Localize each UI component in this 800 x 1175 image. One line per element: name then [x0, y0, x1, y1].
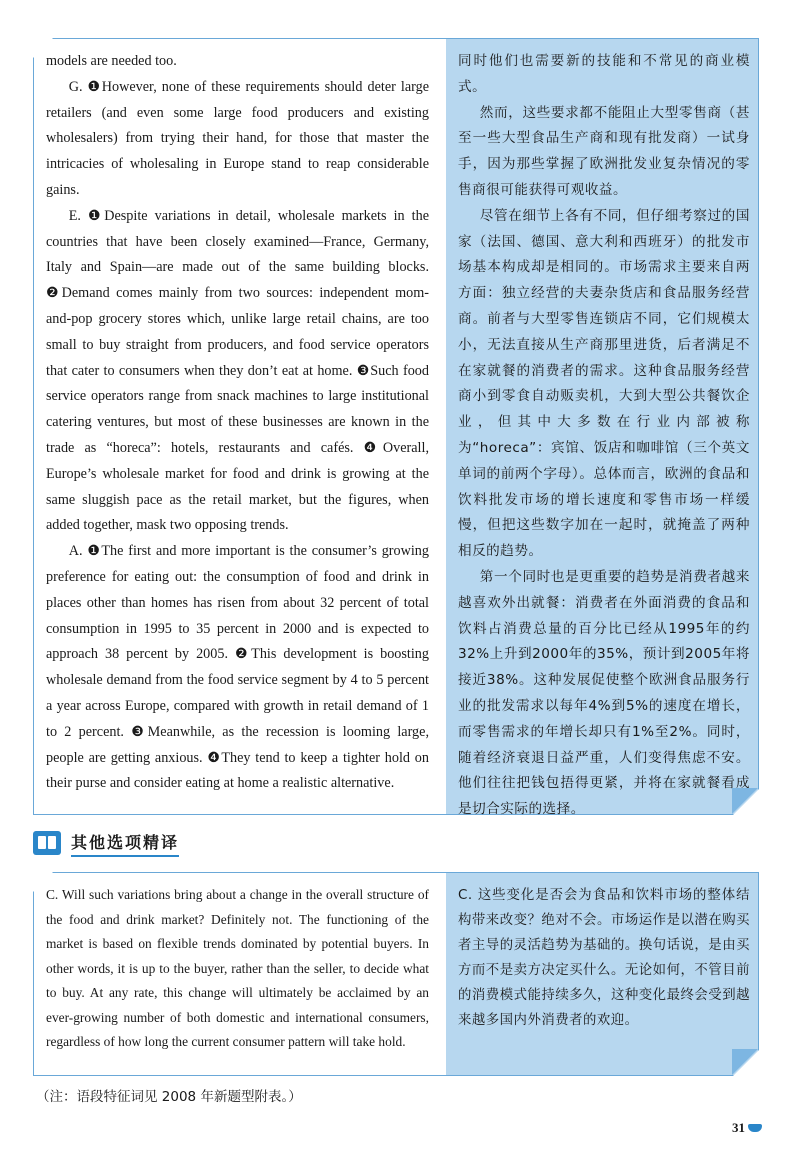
footnote: （注：语段特征词见 2008 年新题型附表。）	[36, 1089, 302, 1105]
other-option-box	[33, 872, 759, 1076]
section-header	[33, 828, 179, 858]
chinese-paragraph: 第一个同时也是更重要的趋势是消费者越来越喜欢外出就餐：消费者在外面消费的食品和饮料占消费总量的百分比已经从1995年的约32%上升到2000年的35%，预计到2005年将接近38%。这种发展促使整个欧洲食品服务行业的批发需求以每年4%到5%的速度在增长，而零售需求的年增长却只有1%至2%。同时，随着经济衰退日益严重，人们变得焦虑不安。他们往往把钱包捂得更紧，并将在家就餐看成是切合实际的选择。	[458, 568, 750, 818]
passage-box	[33, 38, 759, 818]
english-paragraph: G. ❶However, none of these requirements should deter large retailers (and even some large food producers and existing wholesalers) from trying their hand, for those that master the intricacies of wholesaling in Europe stand to reap considerable gains.	[46, 78, 429, 198]
chinese-paragraph: 同时他们也需要新的技能和不常见的商业模式。	[458, 53, 750, 95]
book-icon	[33, 831, 61, 855]
english-column	[34, 39, 439, 814]
page-number-text: 31	[732, 1120, 745, 1135]
graduation-cap-icon	[748, 1124, 762, 1132]
chinese-column	[446, 873, 758, 1075]
english-column	[34, 873, 439, 1075]
english-paragraph: A. ❶The first and more important is the consumer’s growing preference for eating out: the consumption of food and drink in places other than homes has risen from about 32 percent of total consumption in 1995 to 35 percent in 2000 and is expected to approach 38 percent by 2005. ❷This development is boosting wholesale demand from the food service segment by 4 to 5 percent a year across Europe, compared with growth in retail demand of 1 to 2 percent. ❸Meanwhile, as the recession is looming large, people are getting anxious. ❹They tend to keep a tighter hold on their purse and consider eating at home a realistic alternative.	[46, 543, 429, 792]
english-paragraph: C. Will such variations bring about a change in the overall structure of the food and drink market? Definitely not. The functioning of the market is based on flexible trends dominated by potential buyers. In other words, it is up to the buyer, rather than the seller, to decide what to buy. At any rate, this change will ultimately be acclaimed by an ever-growing number of both domestic and international consumers, regardless of how long the current consumer pattern will take hold.	[46, 887, 429, 1049]
page-number	[732, 1120, 762, 1136]
chinese-paragraph: C. 这些变化是否会为食品和饮料市场的整体结构带来改变？绝对不会。市场运作是以潜在购买者主导的灵活趋势为基础的。换句话说，是由买方而不是卖方决定买什么。无论如何，不管目前的消费模式能持续多久，这种变化最终会受到越来越多国内外消费者的欢迎。	[458, 888, 750, 1028]
section-title: 其他选项精译	[71, 830, 179, 857]
chinese-paragraph: 然而，这些要求都不能阻止大型零售商（甚至一些大型食品生产商和现有批发商）一试身手，因为那些掌握了欧洲批发业复杂情况的零售商很可能获得可观收益。	[458, 104, 750, 198]
english-paragraph: models are needed too.	[46, 53, 177, 69]
chinese-column	[446, 39, 758, 818]
chinese-paragraph: 尽管在细节上各有不同，但仔细考察过的国家（法国、德国、意大利和西班牙）的批发市场基本构成却是相同的。市场需求主要来自两方面：独立经营的夫妻杂货店和食品服务经营商。前者与大型零售连锁店不同，它们规模太小，无法直接从生产商那里进货，后者满足不在家就餐的消费者的需求。这种食品服务经营商小到零食自动贩卖机，大到大型公共餐饮企业，但其中大多数在行业内部被称为“horeca”：宾馆、饭店和咖啡馆（三个英文单词的前两个字母）。总体而言，欧洲的食品和饮料批发市场的增长速度和零售市场一样缓慢，但把这些数字加在一起时，就掩盖了两种相反的趋势。	[458, 207, 750, 560]
english-paragraph: E. ❶Despite variations in detail, wholesale markets in the countries that have been closely examined—France, Germany, Italy and Spain—are made out of the same building blocks. ❷Demand comes mainly from two sources: independent mom-and-pop grocery stores which, unlike large retail chains, are too small to buy straight from producers, and food service operators that cater to consumers when they don’t eat at home. ❸Such food service operators range from snack machines to large institutional catering ventures, but most of these businesses are known in the trade as “horeca”: hotels, restaurants and cafés. ❹Overall, Europe’s wholesale market for food and drink is growing at the same sluggish pace as the retail market, but the figures, when added together, mask two opposing trends.	[46, 207, 429, 534]
